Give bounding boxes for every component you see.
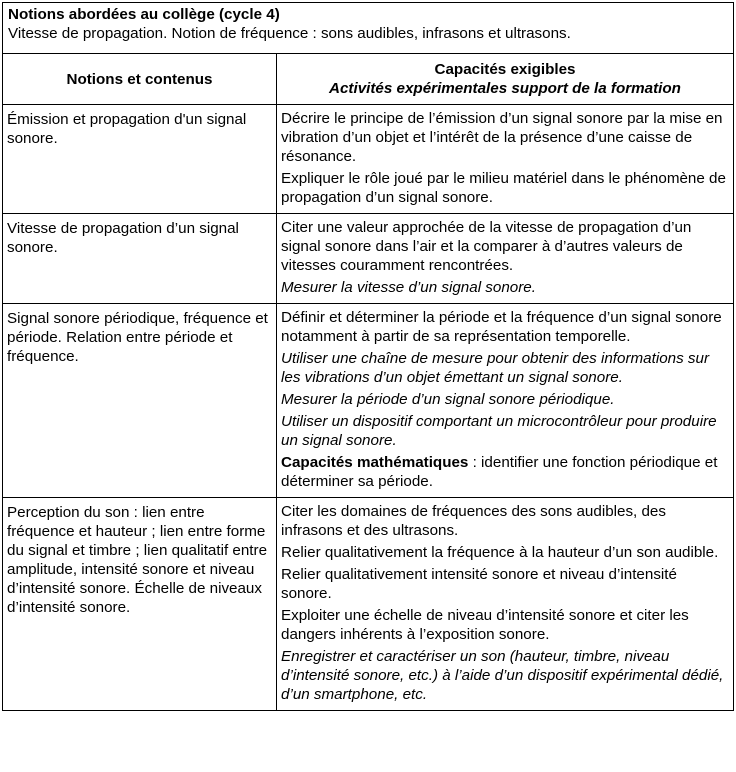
capacity-item xyxy=(281,453,729,491)
notion-cell: Perception du son : lien entre fréquence et hauteur ; lien entre forme du signal et timbre ; lien qualitatif entre amplitude, intensité sonore et niveau d’intensité sonore. Échelle de niveaux d’intensité sonore. xyxy=(3,498,277,711)
capacity-item: Décrire le principe de l’émission d’un signal sonore par la mise en vibration d’un objet et l’intérêt de la présence d’une caisse de résonance. xyxy=(281,110,723,165)
table-body xyxy=(3,105,734,711)
notion-cell: Vitesse de propagation d’un signal sonore. xyxy=(3,214,277,304)
capacity-item: Exploiter une échelle de niveau d’intensité sonore et citer les dangers inhérents à l’exposition sonore. xyxy=(281,607,689,643)
capacity-item: Citer une valeur approchée de la vitesse de propagation d’un signal sonore dans l’air et la comparer à d’autres valeurs de vitesses couramment rencontrées. xyxy=(281,219,692,274)
column-header-capacities-subtitle: Activités expérimentales support de la formation xyxy=(329,80,681,97)
section-header xyxy=(3,3,734,54)
notion-cell: Émission et propagation d'un signal sonore. xyxy=(3,105,277,214)
capacity-item: Expliquer le rôle joué par le milieu matériel dans le phénomène de propagation d’un signal sonore. xyxy=(281,170,726,206)
capacity-bold-label: Capacités mathématiques xyxy=(281,454,469,471)
section-subtitle: Vitesse de propagation. Notion de fréquence : sons audibles, infrasons et ultrasons. xyxy=(8,25,571,42)
table-row xyxy=(3,214,734,304)
capacity-item: Enregistrer et caractériser un son (hauteur, timbre, niveau d’intensité sonore, etc.) à l’aide d’un dispositif expérimental dédié, d’un smartphone, etc. xyxy=(281,648,724,703)
capacity-item: Mesurer la période d’un signal sonore périodique. xyxy=(281,391,615,408)
table-row xyxy=(3,105,734,214)
capacity-item: Relier qualitativement intensité sonore et niveau d’intensité sonore. xyxy=(281,566,677,602)
capacities-cell xyxy=(277,498,734,711)
capacity-item: Utiliser un dispositif comportant un microcontrôleur pour produire un signal sonore. xyxy=(281,413,717,449)
capacity-item: Mesurer la vitesse d’un signal sonore. xyxy=(281,279,536,296)
column-header-notions-label: Notions et contenus xyxy=(66,70,213,88)
capacity-item: Relier qualitativement la fréquence à la hauteur d’un son audible. xyxy=(281,544,719,561)
section-title: Notions abordées au collège (cycle 4) xyxy=(8,6,280,23)
capacity-text: : identifier une fonction périodique et déterminer sa période. xyxy=(281,454,718,490)
capacity-item: Utiliser une chaîne de mesure pour obtenir des informations sur les vibrations d’un objet émettant un signal sonore. xyxy=(281,350,710,386)
table-row xyxy=(3,498,734,711)
table-row xyxy=(3,304,734,498)
curriculum-table xyxy=(2,2,734,711)
column-header-capacities xyxy=(277,54,734,105)
capacity-item: Définir et déterminer la période et la fréquence d’un signal sonore notamment à partir de sa représentation temporelle. xyxy=(281,309,722,345)
column-header-capacities-title: Capacités exigibles xyxy=(434,61,576,78)
table-header-row xyxy=(3,3,734,54)
capacities-cell xyxy=(277,304,734,498)
capacities-cell xyxy=(277,105,734,214)
column-header-notions xyxy=(3,54,277,105)
notion-cell: Signal sonore périodique, fréquence et période. Relation entre période et fréquence. xyxy=(3,304,277,498)
capacity-item: Citer les domaines de fréquences des sons audibles, des infrasons et des ultrasons. xyxy=(281,503,666,539)
column-header-row xyxy=(3,54,734,105)
capacities-cell xyxy=(277,214,734,304)
